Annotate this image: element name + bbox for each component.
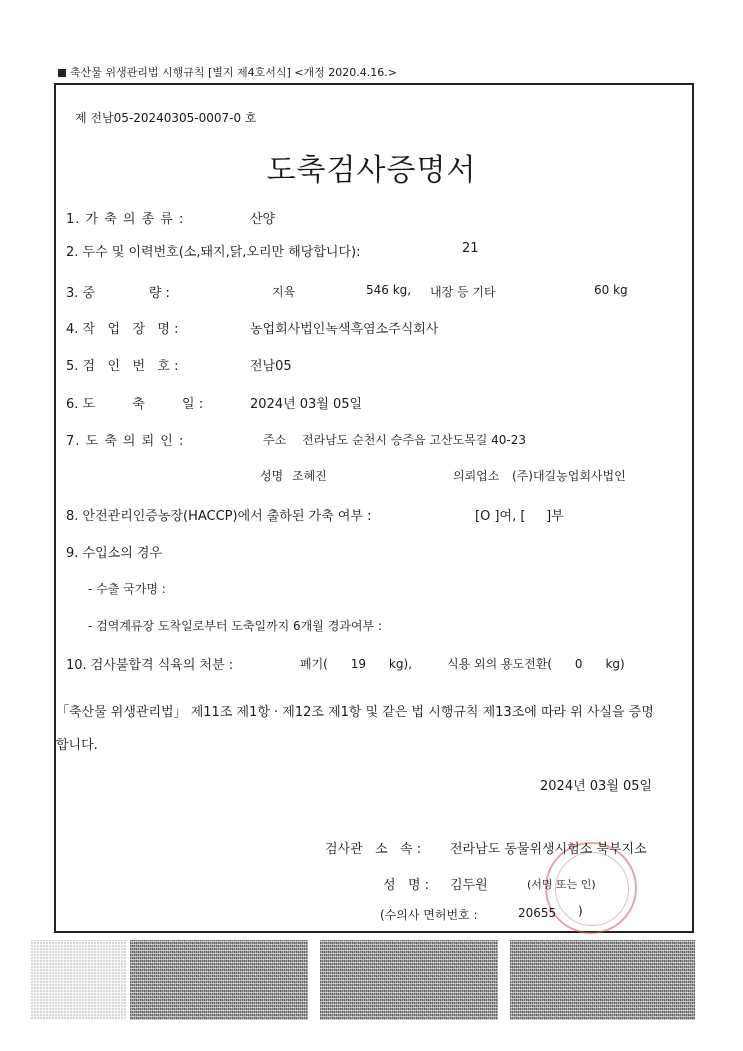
square-bullet-icon [58, 69, 66, 77]
requester-name: 조혜진 [292, 469, 327, 483]
redacted-block-2 [130, 940, 308, 1020]
carcass-weight: 546 kg, [366, 283, 412, 297]
inspector-name-label: 성 명 : [383, 878, 430, 893]
item-2-value: 21 [462, 241, 479, 256]
offal-weight: 60 kg [594, 283, 628, 297]
quarantine-elapsed: - 검역계류장 도착일로부터 도축일까지 6개월 경과여부 : [88, 619, 382, 633]
haccp-checkbox-value: [O ]여, [ ]부 [475, 509, 564, 524]
item-5-label: 5. 검 인 번 호 : [66, 359, 179, 374]
inspector-org-label: 검사관 소 속 : [325, 842, 422, 857]
item-4-value: 농업회사법인녹색흑염소주식회사 [250, 322, 439, 337]
document-number: 제 전남05-20240305-0007-0 호 [75, 111, 257, 125]
item-4-label: 4. 작 업 장 명 : [66, 322, 179, 337]
item-6-label: 6. 도 축 일 : [66, 397, 204, 412]
item-10-label: 10. 검사불합격 식육의 처분 : [66, 658, 234, 673]
item-1-value: 산양 [250, 212, 276, 227]
requester-agent: (주)대길농업회사법인 [512, 469, 626, 483]
item-8-label: 8. 안전관리인증농장(HACCP)에서 출하된 가축 여부 : [66, 509, 372, 524]
issue-date: 2024년 03월 05일 [540, 779, 653, 794]
requester-agent-label: 의뢰업소 [453, 469, 500, 483]
carcass-label: 지육 [272, 285, 296, 299]
item-9-label: 9. 수입소의 경우 [66, 546, 163, 561]
license-close: ) [578, 904, 583, 918]
redacted-block-3 [320, 940, 498, 1020]
inspector-name: 김두원 [450, 878, 488, 893]
item-5-value: 전남05 [250, 359, 292, 374]
statement-line-1: 「축산물 위생관리법」 제11조 제1항 · 제12조 제1항 및 같은 법 시행규칙 제13조에 따라 위 사실을 증명 [56, 705, 654, 720]
disposal-weight: 폐기( 19 kg), [300, 657, 412, 671]
requester-address: 전라남도 순천시 승주읍 고산도목길 40-23 [302, 433, 527, 447]
item-3-label: 3. 중 량 : [66, 286, 170, 301]
license-label: (수의사 면허번호 : [380, 908, 478, 922]
document-title: 도축검사증명서 [266, 153, 477, 188]
license-number: 20655 [518, 906, 557, 920]
requester-address-label: 주소 [263, 433, 287, 447]
form-reference-text: 축산물 위생관리법 시행규칙 [별지 제4호서식] <개정 2020.4.16.> [70, 66, 397, 79]
signature-hint: (서명 또는 인) [527, 878, 596, 891]
redacted-block-4 [510, 940, 695, 1020]
requester-name-label: 성명 [260, 469, 284, 483]
form-reference [58, 64, 397, 80]
item-7-label: 7. 도 축 의 뢰 인 : [66, 434, 185, 449]
redacted-block-1 [30, 940, 126, 1020]
conversion-weight: 식용 외의 용도전환( 0 kg) [447, 657, 625, 671]
statement-line-2: 합니다. [56, 738, 98, 753]
item-6-value: 2024년 03월 05일 [250, 397, 363, 412]
inspector-org: 전라남도 동물위생시험소 북부지소 [450, 842, 647, 857]
item-1-label: 1. 가 축 의 종 류 : [66, 212, 185, 227]
item-2-label: 2. 두수 및 이력번호(소,돼지,닭,오리만 해당합니다): [66, 245, 361, 260]
offal-label: 내장 등 기타 [430, 285, 496, 299]
export-country: - 수출 국가명 : [88, 582, 166, 596]
